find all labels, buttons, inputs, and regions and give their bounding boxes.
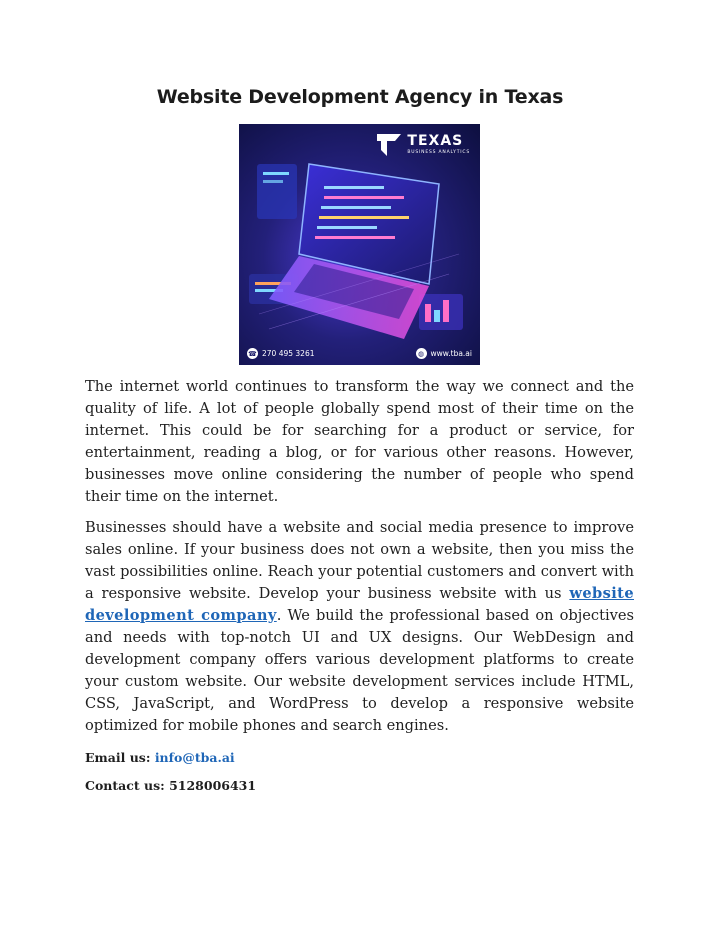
email-label: Email us: bbox=[85, 750, 151, 765]
logo-icon bbox=[377, 134, 401, 156]
article-body bbox=[85, 376, 634, 746]
email-link[interactable]: info@tba.ai bbox=[154, 750, 235, 765]
page-title: Website Development Agency in Texas bbox=[156, 86, 564, 108]
laptop-illustration bbox=[239, 124, 480, 365]
banner-website-url: www.tba.ai bbox=[430, 349, 472, 358]
phone-number: 5128006431 bbox=[169, 778, 257, 793]
phone-label: Contact us: bbox=[85, 778, 165, 793]
paragraph-services bbox=[85, 517, 634, 737]
phone-icon: ☎ bbox=[248, 349, 257, 358]
hero-banner-image bbox=[239, 124, 480, 365]
paragraph-intro: The internet world continues to transform the way we connect and the quality of life. A lot of people globally spend most of their time on the internet. This could be for searching for a product or service, for entertainment, reading a blog, or for various other reasons. However, businesses move online considering the number of people who spend their time on the internet. bbox=[85, 378, 634, 505]
email-line bbox=[85, 750, 235, 765]
globe-icon: ◍ bbox=[416, 348, 427, 359]
banner-footer bbox=[247, 348, 472, 359]
paragraph-services-text-b: . We build the professional based on objectives and needs with top-notch UI and UX designs. Our WebDesign and development company offers various development platforms to create your custom website. Our website development services include HTML, CSS, JavaScript, and WordPress to develop a responsive website optimized for mobile phones and search engines. bbox=[85, 607, 634, 734]
brand-name: TEXAS bbox=[407, 133, 464, 149]
phone-line bbox=[85, 778, 256, 793]
banner-phone bbox=[247, 348, 315, 359]
banner-website bbox=[416, 348, 472, 359]
paragraph-services-text-a: Businesses should have a website and social media presence to improve sales online. If your business does not own a website, then you miss the vast possibilities online. Reach your potential customers and convert with a responsive website. Develop your business website with us bbox=[85, 519, 634, 602]
brand-tagline: BUSINESS ANALYTICS bbox=[407, 150, 470, 155]
website-development-company-link[interactable]: website development company bbox=[85, 585, 634, 624]
banner-phone-number: 270 495 3261 bbox=[262, 349, 315, 358]
brand-logo bbox=[407, 134, 470, 155]
